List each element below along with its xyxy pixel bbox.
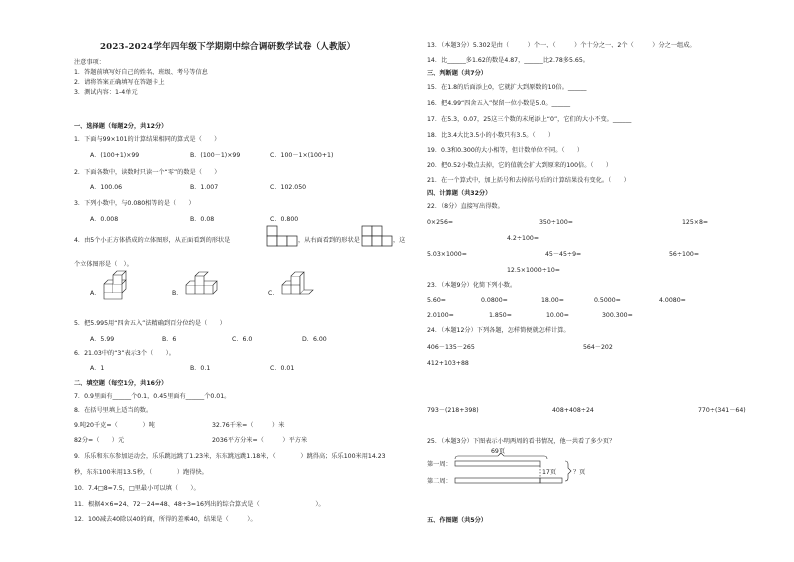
simple-calc-item: 408+408÷24 — [552, 407, 594, 414]
diagram-label-question: ？页 — [573, 469, 586, 476]
calc-item: 4.2÷100= — [507, 235, 540, 242]
calc-item: 350÷100= — [539, 219, 573, 226]
simple-calc-item: 564－202 — [583, 344, 613, 351]
question-12: 12．100减去40除以40的商，所得的差乘40，结果是（ ）。 — [74, 516, 257, 523]
question-9-c: 82分=（ ）元 — [74, 437, 125, 444]
option-c: C． — [268, 290, 279, 297]
question-3: 3．下列小数中，与0.080相等的是（ ） — [74, 200, 195, 207]
calc-item: 125×8= — [682, 219, 709, 226]
section-heading-judge: 三、判断题（共7分） — [427, 70, 487, 77]
notes-heading: 注意事项： — [74, 59, 105, 66]
simplify-item: 2.0100= — [427, 312, 454, 319]
question-21: 21．在一个算式中，加上括号和去掉括号后的计算结果没有变化。（ ） — [427, 177, 630, 184]
question-4-part-c: ，这 — [393, 237, 406, 244]
option-a: A．100.06 — [90, 184, 123, 191]
question-4-part-b: ，从右面看到的形状是 — [298, 237, 360, 244]
option-a: A．1 — [90, 365, 105, 372]
question-24: 24．（本题12分）下列各题，怎样简便就怎样计算。 — [427, 327, 570, 334]
note-item: 2．请将答案正确填写在答题卡上 — [74, 79, 165, 86]
question-6: 6．21.03中的“3”表示3个（ ）。 — [74, 350, 175, 357]
diagram-label-week1: 第一周： — [427, 461, 452, 468]
cube-figure-a — [102, 272, 132, 302]
question-1: 1．下面与99×101的计算结果相同的算式是（ ） — [74, 136, 221, 143]
option-a: A． — [90, 290, 101, 297]
diagram-label-week2: 第二周： — [427, 478, 452, 485]
option-c: C．102.050 — [270, 184, 307, 191]
question-17: 17．在5.3，0.07，25这三个数的末尾添上“0”，它们的大小不变。______ — [427, 116, 632, 123]
section-heading-calc: 四、计算题（共32分） — [427, 190, 492, 197]
simplify-item: 10.00= — [546, 312, 569, 319]
option-b: B．1.007 — [190, 184, 219, 191]
calc-item: 56÷100= — [669, 251, 700, 258]
note-item: 1．答题前填写好自己的姓名、班级、考号等信息 — [74, 69, 208, 76]
question-4-part-a: 4．由5个小正方体搭成的立体图形，从正面看到的形状是 — [74, 237, 231, 244]
simplify-item: 0.5000= — [594, 297, 621, 304]
cube-figure-c — [280, 272, 312, 302]
option-a: A．5.99 — [90, 336, 115, 343]
question-23: 23．（本题9分）化简下列小数。 — [427, 282, 517, 289]
option-a: A．(100+1)×99 — [90, 152, 140, 159]
simplify-item: 5.60= — [427, 297, 446, 304]
question-16: 16．把4.99“四舍五入”保留一位小数是5.0。______ — [427, 100, 571, 107]
calc-item: 5.03×1000= — [427, 251, 467, 258]
question-7: 7．0.9里面有______个0.1，0.45里面有______个0.01。 — [74, 393, 231, 400]
question-22: 22．（8分）直接写出得数。 — [427, 203, 504, 210]
option-c: C．100－1×(100+1) — [270, 152, 334, 159]
option-b: B．6 — [162, 336, 177, 343]
diagram-label-17: 17页 — [542, 469, 557, 476]
page-title: 2023-2024学年四年级下学期期中综合调研数学试卷（人教版） — [100, 42, 356, 52]
question-9-d: 2036平方分米=（ ）平方米 — [212, 437, 308, 444]
calc-item: 12.5×1000÷10= — [507, 267, 560, 274]
question-13: 13．（本题3分）5.302是由（ ）个一、（ ）个十分之一、2个（ ）分之一组成。 — [427, 42, 696, 49]
option-c: C．0.01 — [270, 365, 295, 372]
question-9-b: 32.76千米=（ ）米 — [212, 422, 285, 429]
option-b: B．(100－1)×99 — [190, 152, 241, 159]
simplify-item: 18.00= — [541, 297, 564, 304]
question-25: 25．（本题3分）下图表示小明两周的看书情况，他一共看了多少页？ — [427, 438, 616, 445]
question-9-e: 9．乐乐和东东参加运动会，乐乐跳远跳了1.23米，东东跳远跳1.18米，（ ）跳得高；乐乐100米用14.23 — [74, 453, 386, 460]
question-10: 10．7.4□8≈7.5，□里最小可以填（ ）。 — [74, 485, 200, 492]
question-4-part-d: 个立体图形是（ ）。 — [74, 261, 133, 268]
reading-diagram — [427, 449, 587, 493]
question-5: 5．把5.995用“四舍五入”法精确到百分位约是（ ） — [74, 320, 226, 327]
calc-item: 0×256= — [427, 219, 454, 226]
question-19: 19．0.3和0.300的大小相等，但计数单位不同。（ ） — [427, 147, 584, 154]
front-view-figure — [267, 226, 297, 256]
simple-calc-item: 412+103+88 — [427, 360, 469, 367]
simple-calc-item: 770÷(341－64) — [698, 407, 746, 414]
simplify-item: 300.300= — [602, 312, 633, 319]
section-heading-fill: 二、填空题（每空1分，共16分） — [74, 380, 168, 387]
simple-calc-item: 793－(218+398) — [427, 407, 479, 414]
simplify-item: 0.0800= — [481, 297, 508, 304]
option-b: B．0.08 — [190, 216, 215, 223]
option-b: B． — [172, 290, 183, 297]
option-a: A．0.008 — [90, 216, 119, 223]
note-item: 3．测试内容：1-4单元 — [74, 89, 138, 96]
question-9-a: 9.吨20千克=（ ）吨 — [74, 422, 155, 429]
section-heading-draw: 五、作图题（共5分） — [427, 517, 487, 524]
diagram-label-69: 69页 — [491, 448, 506, 455]
option-c: C．6.0 — [232, 336, 253, 343]
section-heading-choice: 一、选择题（每题2分，共12分） — [74, 123, 168, 130]
simple-calc-item: 406－135－265 — [427, 344, 475, 351]
option-c: C．0.800 — [270, 216, 299, 223]
cube-figure-b — [184, 272, 216, 302]
question-9-f: 秒，东东100米用13.5秒，（ ）跑得快。 — [74, 469, 208, 476]
question-18: 18．比3.4大比3.5小的小数只有3.5。（ ） — [427, 132, 555, 139]
question-11: 11．根据4×6=24、72－24=48、48÷3=16列出的综合算式是（ ）。 — [74, 501, 325, 508]
option-d: D．6.00 — [302, 336, 327, 343]
simplify-item: 1.850= — [489, 312, 512, 319]
question-20: 20．把0.52小数点去掉，它的值就会扩大到原来的100倍。（ ） — [427, 162, 613, 169]
question-14: 14．比______多1.62的数是4.87，______比2.78多5.65。 — [427, 57, 589, 64]
question-15: 15．在1.8的后面添上0，它就扩大到原数的10倍。______ — [427, 84, 587, 91]
right-view-figure — [362, 226, 392, 256]
question-2: 2．下面各数中，读数时只读一个“零”的数是（ ） — [74, 169, 221, 176]
simplify-item: 4.0080= — [659, 297, 686, 304]
option-b: B．0.1 — [190, 365, 211, 372]
question-8: 8．在括号里填上适当的数。 — [74, 407, 153, 414]
calc-item: 45－45÷9= — [545, 251, 582, 258]
